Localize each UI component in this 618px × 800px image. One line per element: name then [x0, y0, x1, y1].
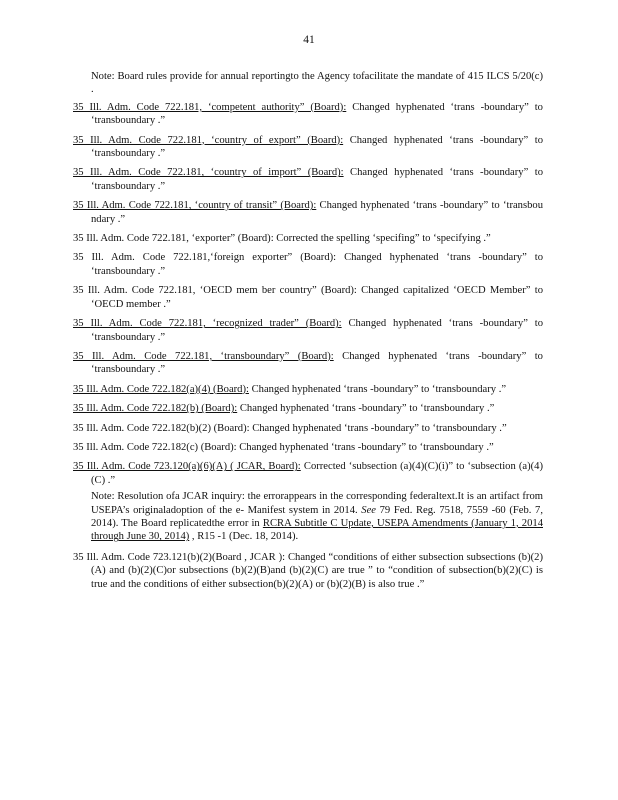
jcar-note-text-3: , R15 -1 (Dec. 18, 2014). — [189, 531, 299, 543]
entry-citation: 35 Ill. Adm. Code 722.182(c) (Board): — [73, 441, 237, 453]
entry-citation: 35 Ill. Adm. Code 722.181, ‘country of export” (Board): — [73, 134, 344, 146]
amendment-entry-last — [73, 551, 543, 591]
entry-description: Changed hyphenated ‘trans -boundary” to ‘transboundary .” — [91, 350, 543, 376]
entry-description: Changed hyphenated ‘trans -boundary” to ‘transboundary .” — [248, 383, 507, 395]
amendment-entry — [73, 284, 543, 311]
document-body — [73, 70, 543, 597]
entry-citation: 35 Ill. Adm. Code 722.181, ‘transboundary” (Board): — [73, 350, 334, 362]
entry-description: Changed hyphenated ‘trans -boundary” to ‘transboundary .” — [91, 318, 543, 343]
jcar-note-text-2: 79 Fed. Reg. 7518, 7559 -60 (Feb. 7, 2014). The Board replicatedthe error in — [91, 504, 543, 529]
amendment-entry — [73, 251, 543, 278]
amendment-entry — [73, 460, 543, 487]
amendment-entry — [73, 199, 543, 226]
entry-citation: 35 Ill. Adm. Code 723.121(b)(2)(Board , JCAR ): — [73, 551, 286, 563]
entry-description: Changed hyphenated ‘trans -boundary” to ‘transboundary .” — [91, 134, 543, 160]
amendment-entry — [73, 134, 543, 161]
amendment-list — [73, 101, 543, 487]
entry-description: Changed hyphenated ‘trans -boundary” to ‘transboundary .” — [237, 403, 495, 415]
entry-description: Corrected ‘subsection (a)(4)(C)(i)” to ‘subsection (a)(4)(C) .” — [91, 461, 543, 486]
entry-description: Changed hyphenated ‘trans -boundary” to ‘transboundary .” — [236, 441, 494, 453]
entry-description: Changed hyphenated ‘trans -boundary” to ‘transboundary .” — [91, 101, 543, 127]
entry-citation: 35 Ill. Adm. Code 722.182(a)(4) (Board): — [73, 383, 249, 395]
amendment-entry — [73, 422, 543, 435]
entry-citation: 35 Ill. Adm. Code 722.181, ‘country of transit” (Board): — [73, 200, 317, 212]
amendment-entry — [73, 383, 543, 396]
entry-citation: 35 Ill. Adm. Code 722.181, ‘exporter” (Board): — [73, 233, 274, 245]
docket-title: RCRA Subtitle C Update, USEPA Amendments (January 1, 2014 through June 30, 2014) — [91, 517, 543, 543]
jcar-note — [73, 490, 543, 544]
amendment-entry — [73, 441, 543, 454]
entry-description: Changed hyphenated ‘trans -boundary” to ‘transboundary .” — [91, 167, 543, 192]
amendment-entry — [73, 101, 543, 128]
amendment-entry — [73, 402, 543, 415]
page-number: 41 — [303, 34, 315, 46]
entry-citation: 35 Ill. Adm. Code 722.181, ‘competent authority” (Board): — [73, 101, 347, 113]
entry-description: Corrected the spelling ‘specifing” to ‘specifying .” — [273, 233, 491, 245]
amendment-entry — [73, 350, 543, 377]
entry-citation: 35 Ill. Adm. Code 723.120(a)(6)(A) ( JCAR, Board): — [73, 461, 301, 473]
entry-description: Changed hyphenated ‘trans -boundary” to ‘transbou ndary .” — [91, 200, 543, 225]
entry-citation: 35 Ill. Adm. Code 722.181,‘foreign exporter” (Board): — [73, 252, 337, 264]
entry-description: Changed hyphenated ‘trans -boundary” to ‘transboundary .” — [91, 252, 543, 277]
entry-citation: 35 Ill. Adm. Code 722.182(b)(2) (Board): — [73, 422, 250, 434]
entry-citation: 35 Ill. Adm. Code 722.181, ‘OECD mem ber country” (Board): — [73, 285, 357, 297]
entry-citation: 35 Ill. Adm. Code 722.181, ‘country of import” (Board): — [73, 167, 344, 179]
entry-description: Changed “conditions of either subsection subsections (b)(2)(A) and (b)(2)(C)or subsections (b)(2)(B)and (b)(2)(C) are true ” to “condition of subsection(b)(2)(C) is true and the conditions of either subsection(b)(2)(A) or (b)(2)(B) is also true .” — [91, 551, 543, 590]
see-signal: See — [361, 504, 376, 516]
entry-citation: 35 Ill. Adm. Code 722.181, ‘recognized trader” (Board): — [73, 318, 342, 330]
entry-citation: 35 Ill. Adm. Code 722.182(b) (Board): — [73, 403, 238, 415]
amendment-entry — [73, 317, 543, 344]
entry-description: Changed capitalized ‘OECD Member” to ‘OECD member .” — [91, 285, 543, 310]
intro-note: Note: Board rules provide for annual reportingto the Agency tofacilitate the mandate of 415 ILCS 5/20(c) . — [91, 71, 543, 96]
amendment-entry — [73, 232, 543, 245]
entry-description: Changed hyphenated ‘trans -boundary” to ‘transboundary .” — [249, 422, 507, 434]
amendment-entry — [73, 166, 543, 193]
jcar-note-text-1: Note: Resolution ofa JCAR inquiry: the errorappears in the corresponding federaltext.It is an artifact from USEPA’s originaladoption of the e- Manifest system in 2014. — [91, 491, 543, 516]
